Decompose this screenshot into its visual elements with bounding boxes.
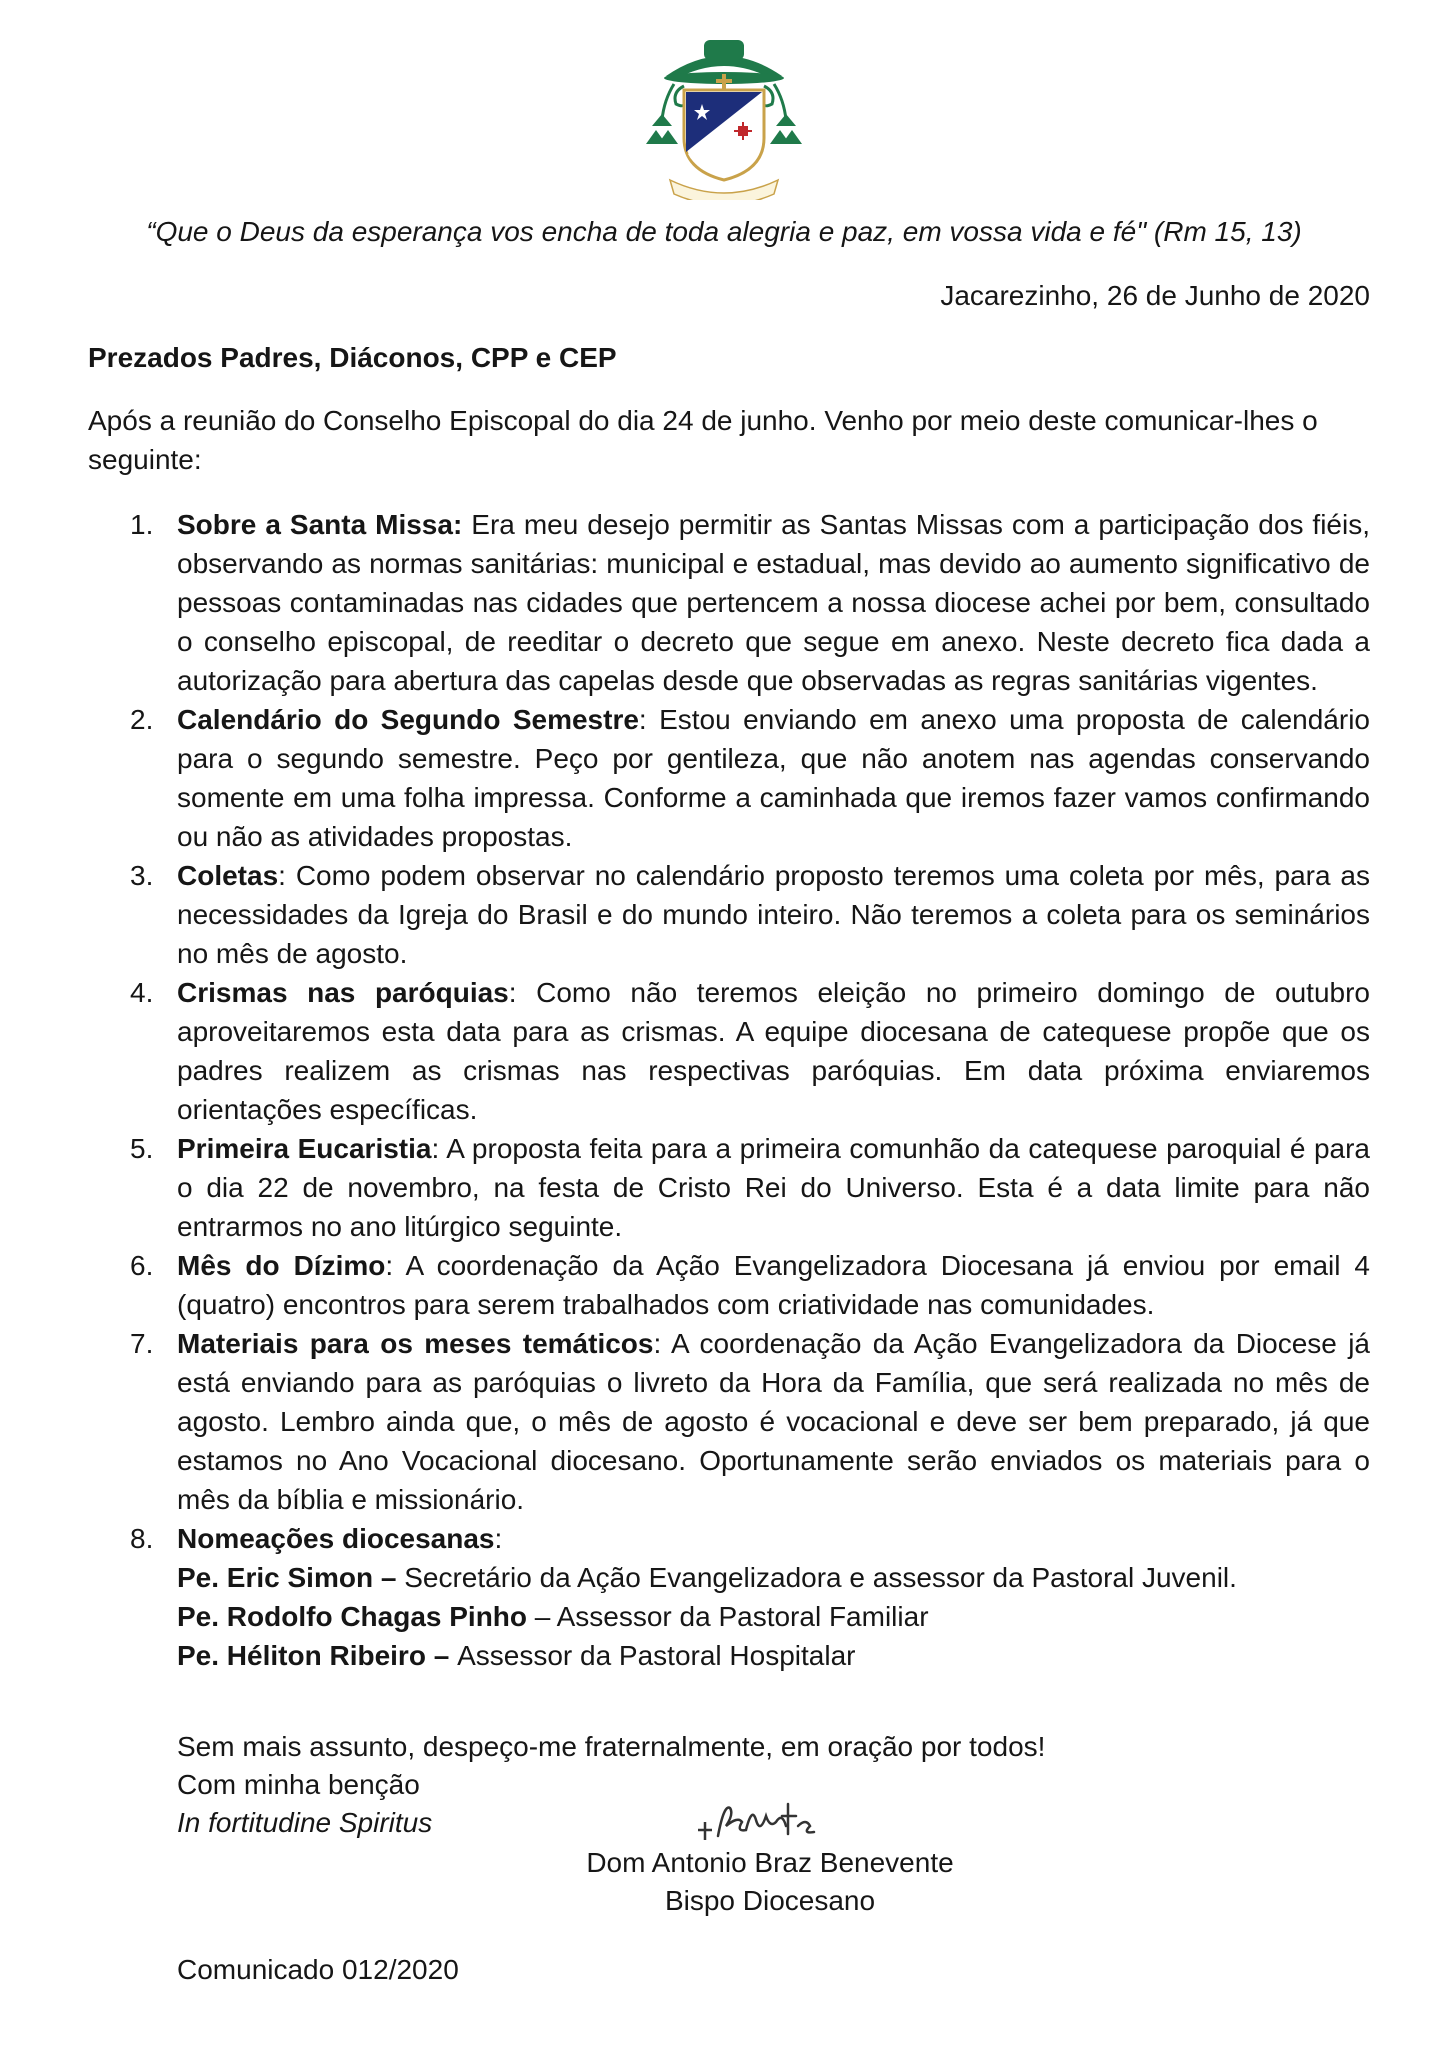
appointment-dash: – bbox=[425, 1640, 458, 1671]
item-text: : A coordenação da Ação Evangelizadora Diocesana já enviou por email 4 (quatro) encontros para serem trabalhados com criatividade nas comunidades. bbox=[177, 1250, 1370, 1320]
document-number: Comunicado 012/2020 bbox=[177, 1954, 459, 1985]
list-item bbox=[88, 1246, 1370, 1324]
item-heading: Coletas bbox=[177, 860, 279, 891]
handwritten-signature bbox=[690, 1786, 830, 1846]
item-number: 4. bbox=[130, 977, 154, 1008]
item-number: 8. bbox=[130, 1523, 154, 1554]
item-heading: Crismas nas paróquias bbox=[177, 977, 509, 1008]
item-heading: Mês do Dízimo bbox=[177, 1250, 386, 1281]
appointment-dash: – bbox=[527, 1601, 557, 1632]
epigraph-quote: “Que o Deus da esperança vos encha de toda alegria e paz, em vossa vida e fé" (Rm 15, 13) bbox=[146, 216, 1302, 247]
list-item bbox=[88, 505, 1370, 700]
intro-paragraph: Após a reunião do Conselho Episcopal do dia 24 de junho. Venho por meio deste comunicar-lhes o seguinte: bbox=[88, 405, 1318, 475]
item-heading: Sobre a Santa Missa: bbox=[177, 509, 463, 540]
appointment-line bbox=[177, 1558, 1370, 1597]
numbered-list bbox=[88, 505, 1370, 1675]
item-number: 5. bbox=[130, 1133, 154, 1164]
item-number: 2. bbox=[130, 704, 154, 735]
item-number: 1. bbox=[130, 509, 154, 540]
item-heading: Calendário do Segundo Semestre bbox=[177, 704, 639, 735]
item-heading: Nomeações diocesanas bbox=[177, 1523, 495, 1554]
item-text: : A coordenação da Ação Evangelizadora da Diocese já está enviando para as paróquias o livreto da Hora da Família, que será realizada no mês de agosto. Lembro ainda que, o mês de agosto é vocacional e deve ser bem preparado, já que estamos no Ano Vocacional diocesano. Oportunamente serão enviados os materiais para o mês da bíblia e missionário. bbox=[177, 1328, 1371, 1515]
appointee-role: Assessor da Pastoral Familiar bbox=[556, 1601, 929, 1632]
closing-motto: In fortitudine Spiritus bbox=[177, 1807, 433, 1838]
list-item bbox=[88, 973, 1370, 1129]
appointment-dash: – bbox=[373, 1562, 405, 1593]
closing-line: Sem mais assunto, despeço-me fraternalmente, em oração por todos! bbox=[177, 1731, 1046, 1762]
item-text: : Como podem observar no calendário proposto teremos uma coleta por mês, para as necessidades da Igreja do Brasil e do mundo inteiro. Não teremos a coleta para os seminários no mês de agosto. bbox=[177, 860, 1370, 969]
appointment-line bbox=[177, 1636, 1370, 1675]
blessing-line: Com minha benção bbox=[177, 1769, 420, 1800]
coat-of-arms-logo bbox=[644, 30, 804, 200]
item-number: 3. bbox=[130, 860, 154, 891]
closing-block bbox=[177, 1728, 1045, 1842]
list-item bbox=[88, 700, 1370, 856]
signer-block bbox=[560, 1844, 980, 1920]
appointee-name: Pe. Héliton Ribeiro bbox=[177, 1640, 426, 1671]
list-item bbox=[88, 1129, 1370, 1246]
signer-name: Dom Antonio Braz Benevente bbox=[586, 1847, 954, 1878]
item-text: : Estou enviando em anexo uma proposta de calendário para o segundo semestre. Peço por gentileza, que não anotem nas agendas conservando somente em uma folha impressa. Conforme a caminhada que iremos fazer vamos confirmando ou não as atividades propostas. bbox=[177, 704, 1370, 852]
item-heading: Primeira Eucaristia bbox=[177, 1133, 432, 1164]
item-number: 7. bbox=[130, 1328, 154, 1359]
place-date: Jacarezinho, 26 de Junho de 2020 bbox=[940, 280, 1370, 311]
item-text: Era meu desejo permitir as Santas Missas com a participação dos fiéis, observando as normas sanitárias: municipal e estadual, mas devido ao aumento significativo de pessoas contaminadas nas cidades que pertencem a nossa diocese achei por bem, consultado o conselho episcopal, de reeditar o decreto que segue em anexo. Neste decreto fica dada a autorização para abertura das capelas desde que observadas as regras sanitárias vigentes. bbox=[177, 509, 1371, 696]
item-text: : bbox=[494, 1523, 503, 1554]
appointee-name: Pe. Rodolfo Chagas Pinho bbox=[177, 1601, 528, 1632]
appointee-role: Assessor da Pastoral Hospitalar bbox=[457, 1640, 856, 1671]
appointee-name: Pe. Eric Simon bbox=[177, 1562, 374, 1593]
appointee-role: Secretário da Ação Evangelizadora e assessor da Pastoral Juvenil. bbox=[404, 1562, 1237, 1593]
item-heading: Materiais para os meses temáticos bbox=[177, 1328, 654, 1359]
list-item bbox=[88, 1519, 1370, 1675]
list-item bbox=[88, 1324, 1370, 1519]
signer-title: Bispo Diocesano bbox=[664, 1885, 876, 1916]
item-number: 6. bbox=[130, 1250, 154, 1281]
item-text: : Como não teremos eleição no primeiro domingo de outubro aproveitaremos esta data para as crismas. A equipe diocesana de catequese propõe que os padres realizem as crismas nas respectivas paróquias. Em data próxima enviaremos orientações específicas. bbox=[177, 977, 1370, 1125]
list-item bbox=[88, 856, 1370, 973]
appointment-line bbox=[177, 1597, 1370, 1636]
greeting: Prezados Padres, Diáconos, CPP e CEP bbox=[88, 342, 617, 373]
item-text: : A proposta feita para a primeira comunhão da catequese paroquial é para o dia 22 de novembro, na festa de Cristo Rei do Universo. Esta é a data limite para não entrarmos no ano litúrgico seguinte. bbox=[177, 1133, 1370, 1242]
